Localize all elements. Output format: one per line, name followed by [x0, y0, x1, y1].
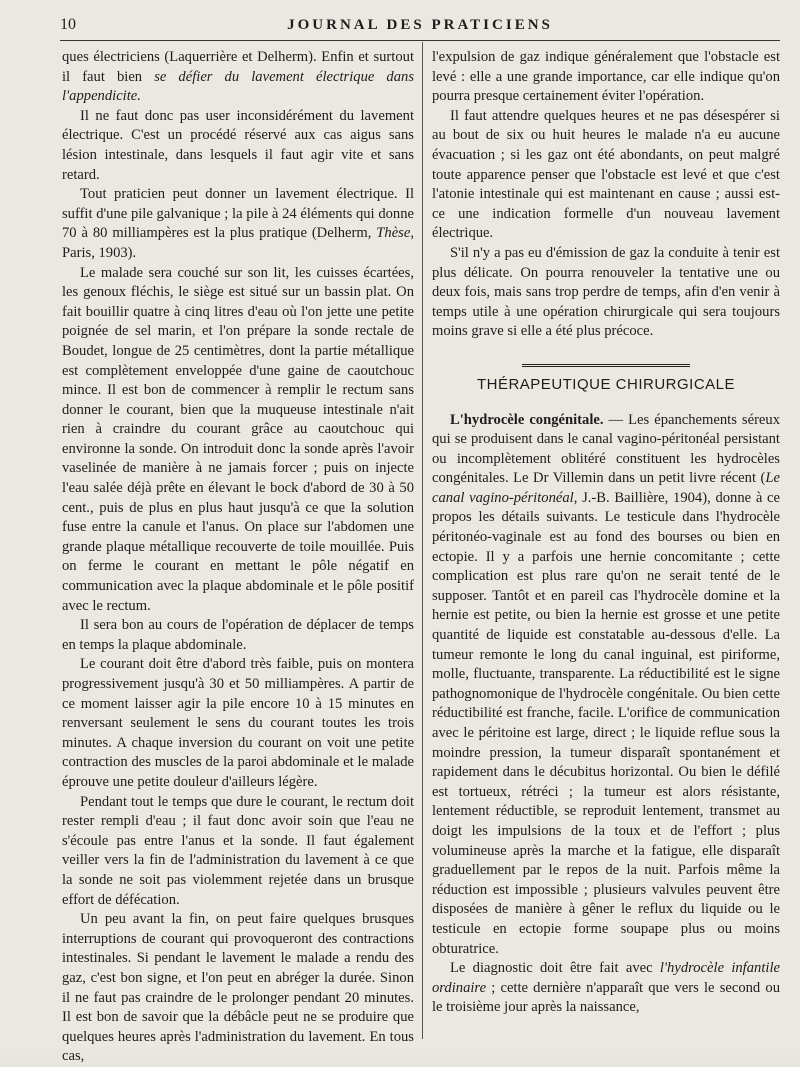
paragraph: [62, 48, 414, 107]
paragraph: S'il n'y a pas eu d'émission de gaz la conduite à tenir est plus délicate. On pourra renouveler la tentative une ou deux fois, mais sans trop perdre de temps, afin d'en venir à temps utile à une opération chirurgicale qui sera toujours moins grave si elle a été plus précoce.: [432, 244, 780, 340]
paragraph: [432, 411, 780, 960]
paragraph: Le courant doit être d'abord très faible, puis on montera progressivement jusqu'à 30 et 50 milliampères. A partir de ce moment laisser agir la pile encore 10 à 15 minutes en renversant seulement le sens du courant toutes les trois minutes. A chaque inversion du courant on voit une petite contraction des muscles de la paroi abdominale et le malade éprouve une petite douleur d'ailleurs légère.: [62, 656, 414, 790]
italic-text: Thèse: [376, 225, 411, 242]
text-run: ques électriciens (Laquerrière et Delherm). Enfin et surtout il faut bien: [62, 49, 414, 85]
right-column: [432, 48, 780, 1039]
left-column: [62, 48, 414, 1065]
section-rule: [522, 364, 690, 369]
italic-text: se défier du lavement électrique dans l'appendicite.: [62, 68, 414, 105]
column-divider: [422, 42, 423, 1039]
text-run: ; cette dernière n'apparaît que vers le second ou le troisième jour après la naissance,: [432, 979, 780, 1016]
journal-title: JOURNAL DES PRATICIENS: [287, 16, 553, 33]
italic-text: l'hydrocèle infantile ordinaire: [432, 960, 780, 996]
text-run: Tout praticien peut donner un lavement électrique. Il suffit d'une pile galvanique ; la pile à 24 éléments qui donne 70 à 80 milliampères est la plus pratique (Delherm,: [62, 186, 414, 242]
text-run: — Les épanchements séreux qui se produisent dans le canal vagino-péritonéal persistant ou incomplètement oblitéré constituent les hydrocèles congénitales. Le Dr Villemin dans un petit livre récent (: [432, 411, 780, 487]
paragraph: [432, 959, 780, 1018]
header-rule: [60, 40, 780, 41]
paragraph: [62, 185, 414, 263]
text-run: , J.-B. Baillière, 1904), donne à ce propos les détails suivants. Le testicule dans l'hydrocèle péritonéo-vaginale est au fond des bourses ou bien en ectopie. Il y a parfois une hernie concomitante ; cette complication est plus rare qu'on ne serait tenté de le supposer. Tantôt et en pareil cas l'hydrocèle domine et la hernie est petite, ou bien la hernie est grosse et une petite quantité de liquide est constatable au-dessous d'elle. La tumeur remonte le long du canal inguinal, est piriforme, molle, fluctuante, transparente. La réductibilité est le signe pathognomonique de l'hydrocèle congénitale. Ou bien cette réductibilité est franche, facile. L'orifice de communication avec le péritoine est large, direct ; le liquide reflue sous la moindre pression, la tumeur disparaît spontanément et rapidement dans le décubitus horizontal. Ou bien le défilé est tortueux, rétréci ; la tumeur est alors résistante, lentement réductible, se reproduit lentement, transmet au doigt les impulsions de la toux et de l'effort ; plus volumineuse après la marche et la fatigue, elle disparaît graduellement par le repos de la nuit. Parfois même la réduction est impossible ; plusieurs valvules peuvent être disposées de manière à gêner le reflux du liquide ou le testicule en ectopie forme soupape plus ou moins obturatrice.: [432, 489, 780, 957]
page-number: 10: [60, 16, 76, 33]
paragraph: Pendant tout le temps que dure le courant, le rectum doit rester rempli d'eau ; il faut donc avoir soin que l'eau ne s'écoule pas entre l'anus et la sonde. Il faut également veiller vers la fin de l'administration du lavement à ce que la sonde ne soit pas violemment rejetée dans un brusque effort de défécation.: [62, 793, 414, 908]
section-heading: THÉRAPEUTIQUE CHIRURGICALE: [476, 375, 736, 393]
run-in-heading: L'hydrocèle congénitale.: [450, 411, 604, 428]
paragraph: Il sera bon au cours de l'opération de déplacer de temps en temps la plaque abdominale.: [62, 617, 414, 653]
page-header: [60, 12, 780, 38]
italic-text: Le canal vagino-péritonéal: [432, 470, 780, 506]
text-run: , Paris, 1903).: [62, 225, 414, 261]
paragraph: Un peu avant la fin, on peut faire quelques brusques interruptions de courant qui provoqueront des contractions intestinales. Si pendant le lavement le malade a rendu des gaz, c'est bon signe, et l'on peut en abréger la durée. Sinon il ne faut pas craindre de le prolonger pendant 20 minutes. Il est bon de savoir que la débâcle peut ne se produire que quelques heures après l'administration du lavement. En tous cas,: [62, 911, 414, 1065]
text-run: Le diagnostic doit être fait avec: [450, 960, 660, 977]
paragraph: l'expulsion de gaz indique généralement que l'obstacle est levé : elle a une grande importance, car elle indique qu'on pourra presque certainement éviter l'opération.: [432, 49, 780, 105]
paragraph: Il ne faut donc pas user inconsidérément du lavement électrique. C'est un procédé réservé aux cas aigus sans lésion intestinale, dans lesquels il faut agir vite et sans retard.: [62, 107, 414, 183]
paragraph: Il faut attendre quelques heures et ne pas désespérer si au bout de six ou huit heures le malade n'a eu aucune évacuation ; si les gaz ont été abondants, on peut malgré toute apparence penser que l'obstacle est levé et que c'est l'atonie intestinale qui est maintenant en cause ; aussi est-ce une indication formelle d'un nouveau lavement électrique.: [432, 107, 780, 242]
paragraph: Le malade sera couché sur son lit, les cuisses écartées, les genoux fléchis, le siège est situé sur un bassin plat. On fait bouillir quatre à cinq litres d'eau où l'on jette une petite poignée de sel marin, et l'on prépare la sonde rectale de Boudet, longue de 25 centimètres, dont la partie métallique est complètement enveloppée d'une gaine de caoutchouc mince. Il est bon de commencer à remplir le rectum sans donner le courant, bien que la muqueuse intestinale n'ait rien à craindre du courant grâce au caoutchouc qui environne la sonde. On introduit donc la sonde après l'avoir vaselinée de manière à ne jamais forcer ; puis on injecte l'eau salée déjà prête en élevant le bock d'abord de 30 à 50 cent., puis de plus en plus haut jusqu'à ce que la solution fuse entre la canule et l'anus. On place sur l'abdomen une grande plaque métallique recouverte de toile mouillée. Puis on ferme le courant en mettant le pôle négatif en communication avec la plaque abdominale et le pôle positif avec le rectum.: [62, 264, 414, 614]
